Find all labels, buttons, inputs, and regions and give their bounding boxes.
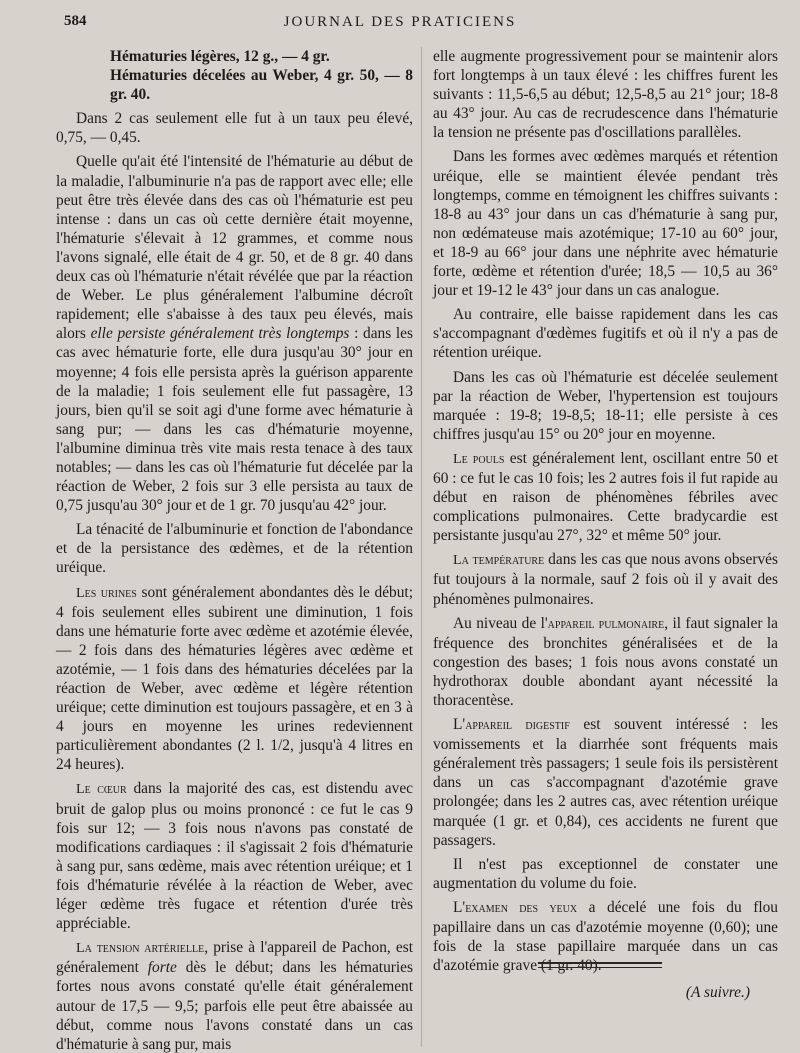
urines-lead: Les urines bbox=[76, 584, 137, 601]
hematuries-decelees-line: Hématuries décelées au Weber, 4 gr. 50, — 8 gr. 40. bbox=[110, 67, 413, 104]
paragraph-tension bbox=[56, 938, 413, 1053]
albuminurie-text-a: Quelle qu'ait été l'intensité de l'hématurie au début de la maladie, l'albuminurie n'a pas de rapport avec elle; elle peut être très élevée dans des cas où l'hématurie est peu intense : dans un cas où cette dernière était moyenne, l'hématurie s'élevait à 12 grammes, et comme nous l'avons signalé, elle était de 4 gr. 50, et de 8 gr. 40 dans deux cas où l'hématurie n'était révélée que par la réaction de Weber. Le plus généralement l'albumine décroît rapidement; elle s'abaisse à des taux peu élevés, mais alors bbox=[56, 153, 413, 343]
paragraph-digestif bbox=[433, 715, 778, 850]
tension-text-c: dès le début; dans les hématuries fortes nous avons constaté qu'elle était généralement autour de 17,5 — 9,5; parfois elle peut être abaissée au début, comme nous l'avons constaté dans un cas d'hématurie à sang pur, mais bbox=[56, 959, 413, 1053]
coeur-lead: Le cœur bbox=[76, 781, 127, 798]
paragraph-temperature bbox=[433, 550, 778, 608]
coeur-text: dans la majorité des cas, est distendu avec bruit de galop plus ou moins prononcé : ce fut le cas 9 fois sur 12; — 3 fois nous n'avons pas constaté de modifications cardiaques : il s'agissait 2 fois d'hématurie à sang pur, sans œdème, mais avec rétention uréique; et 1 fois d'hématurie révélée à la réaction de Weber, avec léger œdème très fugace et rétention d'urée très appréciable. bbox=[56, 780, 413, 933]
temperature-text: dans les cas que nous avons observés fut toujours à la normale, sauf 2 fois où il y avait des phénomènes pulmonaires. bbox=[433, 551, 778, 608]
journal-title: JOURNAL DES PRATICIENS bbox=[283, 14, 517, 30]
tension-text-a: , prise à l'appareil de Pachon, est généralement bbox=[56, 939, 413, 977]
yeux-lead: examen des yeux bbox=[465, 899, 578, 916]
pulmonaire-lead: appareil pulmonaire bbox=[547, 615, 665, 632]
paragraph-pouls bbox=[433, 449, 778, 545]
pouls-lead: Le pouls bbox=[453, 450, 505, 467]
paragraph-urines bbox=[56, 583, 413, 775]
albuminurie-text-c: : dans les cas avec hématurie forte, elle dura jusqu'au 30° jour en moyenne; 4 fois elle persista après la guérison apparente de la maladie; 1 fois seulement elle fut passagère, 13 jours, bien qu'il se soit agi d'une forme avec hématurie à sang pur; — dans les cas d'hématurie moyenne, l'albumine diminua très vite mais resta tenace à des taux notables; — dans les cas où l'hématurie fut décelée par la réaction de Weber, 2 fois sur 3 elle persista au taux de 0,75 jusqu'au 30° jour et de 1 gr. 70 jusqu'au 42° jour. bbox=[56, 325, 413, 515]
right-column bbox=[433, 47, 778, 1002]
tension-italic: forte bbox=[147, 959, 177, 977]
paragraph-albuminurie bbox=[56, 152, 413, 515]
page-header bbox=[0, 12, 800, 34]
paragraph-pulmonaire bbox=[433, 614, 778, 710]
hematuries-legeres-line: Hématuries légères, 12 g., — 4 gr. bbox=[110, 48, 330, 65]
digestif-text-a: L' bbox=[453, 716, 466, 734]
paragraph-tension-continued: elle augmente progressivement pour se maintenir alors fort longtemps à un taux élevé : les chiffres furent les suivants : 11,5-6,5 au début; 12,5-8,5 au 21° jour; 18-8 au 43° jour. Au cas de recrudescence dans l'hématurie la tension ne présente pas d'oscillations parallèles. bbox=[433, 48, 778, 142]
paragraph-tenacite: La ténacité de l'albuminurie et fonction de l'abondance et de la persistance des œdèmes, et de la rétention uréique. bbox=[56, 521, 413, 577]
paragraph-oedemes: Dans les formes avec œdèmes marqués et rétention uréique, elle se maintient élevée pendant très longtemps, comme en témoignent les chiffres suivants : 18-8 au 43° jour dans un cas d'hématurie à sang pur, non œdémateuse mais azotémique; 17-10 au 60° jour, et 18-9 au 66° jour dans une néphrite avec hématurie forte, œdème et rétention d'urée; 18,5 — 10,5 au 36° jour et 19-12 le 43° jour dans un cas analogue. bbox=[433, 148, 778, 300]
yeux-text-a: L' bbox=[453, 898, 466, 916]
page-number: 584 bbox=[64, 13, 87, 29]
albuminurie-italic: elle persiste généralement très longtemps bbox=[90, 325, 350, 343]
digestif-lead: appareil digestif bbox=[465, 717, 570, 734]
pulmonaire-text-a: Au niveau de l' bbox=[453, 614, 548, 632]
temperature-lead: La température bbox=[453, 552, 545, 569]
pulmonaire-text-b: , il faut signaler la fréquence des bronchites généralisées et de la congestion des bases; 1 fois nous avons constaté un hydrothorax double abondant ayant nécessité la thoracentèse. bbox=[433, 614, 778, 709]
paragraph-contraire: Au contraire, elle baisse rapidement dans les cas s'accompagnant d'œdèmes fugitifs et où il n'y a pas de rétention uréique. bbox=[433, 306, 778, 362]
paragraph-foie: Il n'est pas exceptionnel de constater une augmentation du volume du foie. bbox=[433, 855, 778, 892]
paragraph-coeur bbox=[56, 779, 413, 933]
column-divider bbox=[421, 47, 422, 1047]
urines-text: sont généralement abondantes dès le début; 4 fois seulement elles subirent une diminution, 1 fois dans une hématurie forte avec œdème et azotémie élevée, — 2 fois dans des hématuries légères avec œdème et azotémie, — 1 fois dans des hématuries décelées par la réaction de Weber, avec œdème et légère rétention uréique; cette diminution est toujours passagère, et en 3 à 4 jours en moyenne les urines redeviennent particulièrement abondantes (2 l. 1/2, jusqu'à 4 litres en 24 heures). bbox=[56, 583, 413, 774]
pouls-text: est généralement lent, oscillant entre 50 et 60 : ce fut le cas 10 fois; les 2 autres fois il fut rapide au début en raison de phénomènes fébriles avec complications pulmonaires. Cette bradycardie est persistante jusqu'au 27°, 32° et même 50° jour. bbox=[433, 449, 778, 545]
tension-lead: La tension artérielle bbox=[76, 940, 205, 957]
paragraph-weber: Dans les cas où l'hématurie est décelée seulement par la réaction de Weber, l'hypertension est toujours marquée : 19-8; 19-8,5; 18-11; elle persiste à ces chiffres jusqu'au 15° ou 20° jour en moyenne. bbox=[433, 368, 778, 443]
end-rule-thin bbox=[538, 967, 662, 968]
yeux-text-b: a décelé une fois du flou papillaire dans un cas d'azotémie moyenne (0,60); une fois de la stase papillaire marquée dans un cas d'azotémie grave (1 gr. 40). bbox=[433, 898, 778, 975]
digestif-text-b: est souvent intéressé : les vomissements et la diarrhée sont fréquents mais généralement très passagers; 1 seule fois ils persistèrent dans un cas s'accompagnant d'azotémie grave prolongée; dans les 2 autres cas, avec rétention uréique marquée (1 gr. et 0,84), ces accidents ne furent que passagers. bbox=[433, 716, 778, 849]
end-rule-thick bbox=[538, 962, 662, 964]
a-suivre: (A suivre.) bbox=[685, 984, 750, 1002]
left-column bbox=[56, 47, 413, 1053]
paragraph-taux: Dans 2 cas seulement elle fut à un taux peu élevé, 0,75, — 0,45. bbox=[56, 110, 413, 147]
